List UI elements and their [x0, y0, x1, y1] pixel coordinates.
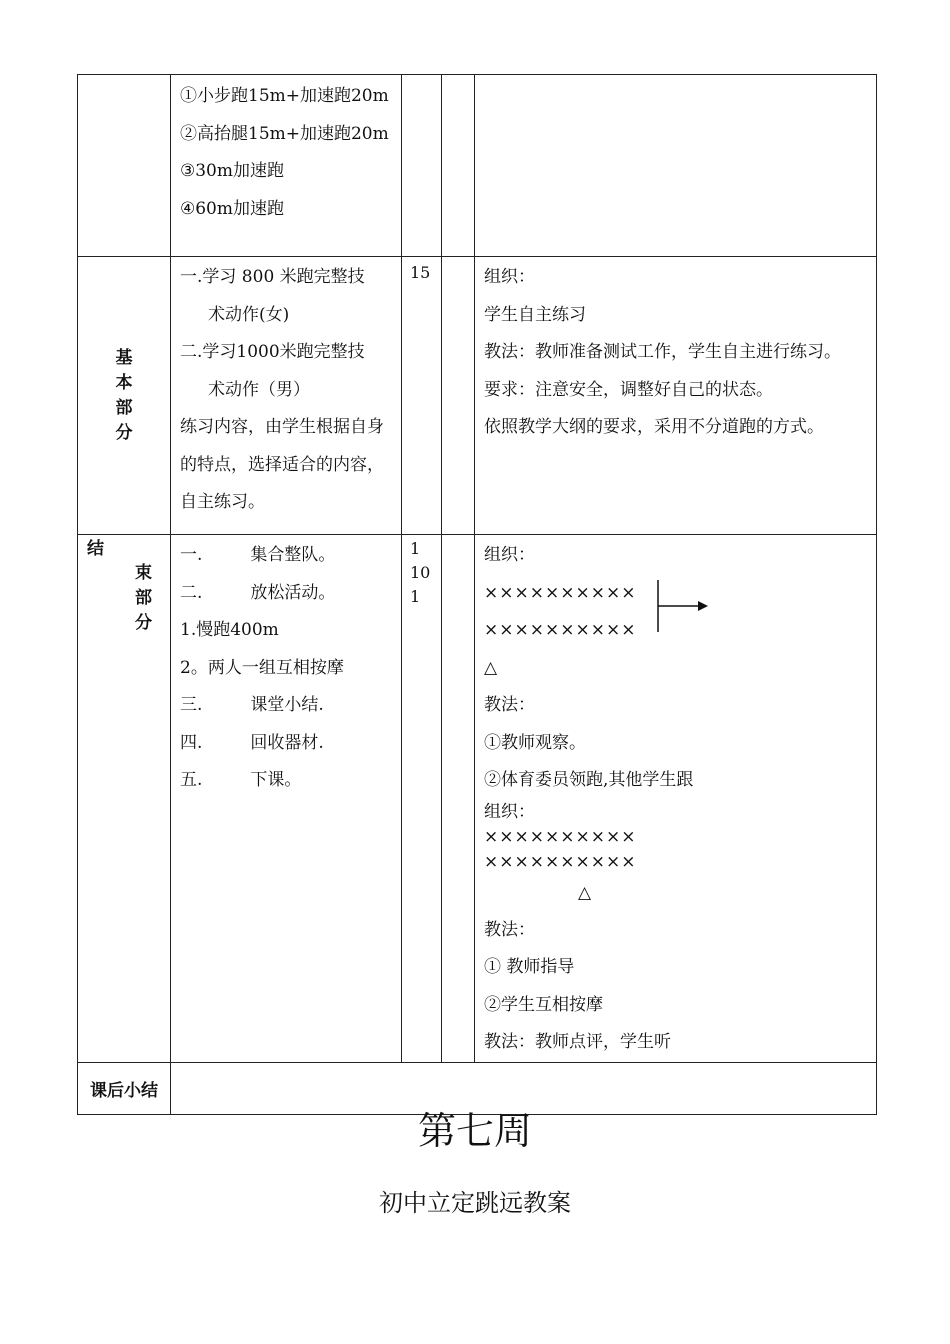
formation-row: ×××××××××× [484, 826, 637, 847]
ending-time: 1 [410, 539, 421, 558]
warmup-line: ④60m加速跑 [180, 198, 284, 219]
basic-row [78, 257, 877, 535]
ending-time: 1 [410, 587, 421, 606]
ending-time: 10 [410, 563, 431, 582]
method-line: ① 教师指导 [484, 957, 575, 977]
warmup-line: ②高抬腿15m+加速跑20m [180, 123, 389, 144]
lesson-title: 初中立定跳远教案 [379, 1189, 571, 1217]
basic-item: 术动作（男） [208, 379, 310, 400]
ending-label-cell [78, 535, 171, 1063]
warmup-time-cell [402, 75, 442, 257]
warmup-line: ①小步跑15m+加速跑20m [180, 86, 389, 106]
org-title: 组织： [484, 545, 535, 565]
ending-count-cell [442, 535, 475, 1063]
basic-content-cell [171, 257, 402, 535]
basic-label-cell [78, 257, 171, 535]
ending-time-cell [402, 535, 442, 1063]
org-line: 要求：注意安全，调整好自己的状态。 [484, 379, 773, 400]
warmup-content-cell [171, 75, 402, 257]
direction-arrow-icon [656, 580, 716, 640]
teacher-triangle-icon: △ [484, 657, 498, 678]
org-line: 教法：教师准备测试工作，学生自主进行练习。 [484, 342, 841, 362]
week-title: 第七周 [417, 1109, 532, 1153]
warmup-org-cell [475, 75, 877, 257]
basic-item: 二.学习1000米跑完整技 [180, 342, 365, 362]
ending-item: 四. 回收器材. [180, 732, 324, 753]
summary-label: 课后小结 [90, 1080, 158, 1101]
formation-row: ×××××××××× [484, 851, 637, 872]
warmup-line: ③30m加速跑 [180, 161, 284, 181]
method-line: ②学生互相按摩 [484, 994, 603, 1015]
basic-org-cell [475, 257, 877, 535]
ending-row [78, 535, 877, 1063]
warmup-count-cell [442, 75, 475, 257]
basic-time-cell [402, 257, 442, 535]
method-line: ②体育委员领跑,其他学生跟 [484, 770, 694, 790]
org-line: 依照教学大纲的要求，采用不分道跑的方式。 [484, 417, 824, 437]
lesson-plan-table [77, 74, 877, 1115]
basic-section-label: 基 本 部 分 [115, 347, 133, 443]
ending-org-cell [475, 535, 877, 1063]
method-title: 教法： [484, 919, 535, 940]
ending-section-label: 结 束 部 分 [87, 539, 152, 633]
ending-item: 三. 课堂小结. [180, 695, 324, 715]
ending-item: 二. 放松活动。 [180, 582, 336, 603]
org-title: 组织： [484, 801, 535, 822]
basic-item: 术动作(女) [208, 304, 290, 325]
method-line: ①教师观察。 [484, 732, 586, 753]
ending-item: 五. 下课。 [180, 770, 302, 790]
ending-item: 1.慢跑400m [180, 620, 279, 640]
formation-row: ×××××××××× [484, 620, 637, 640]
method-title: 教法： [484, 695, 535, 715]
basic-item: 一.学习 800 米跑完整技 [180, 267, 365, 287]
teacher-triangle-icon: △ [578, 882, 592, 903]
formation-row: ×××××××××× [484, 582, 637, 603]
basic-count-cell [442, 257, 475, 535]
ending-content-cell [171, 535, 402, 1063]
org-line: 学生自主练习 [484, 304, 586, 325]
formation-diagram [484, 575, 876, 650]
warmup-label-cell [78, 75, 171, 257]
method-line: 教法：教师点评，学生听 [484, 1032, 671, 1052]
ending-item: 一. 集合整队。 [180, 545, 336, 565]
basic-practice-text: 练习内容，由学生根据自身的特点，选择适合的内容，自主练习。 [180, 417, 384, 512]
org-title: 组织： [484, 267, 535, 287]
basic-time: 15 [410, 263, 431, 282]
warmup-row [78, 75, 877, 257]
ending-item: 2。两人一组互相按摩 [180, 657, 344, 678]
